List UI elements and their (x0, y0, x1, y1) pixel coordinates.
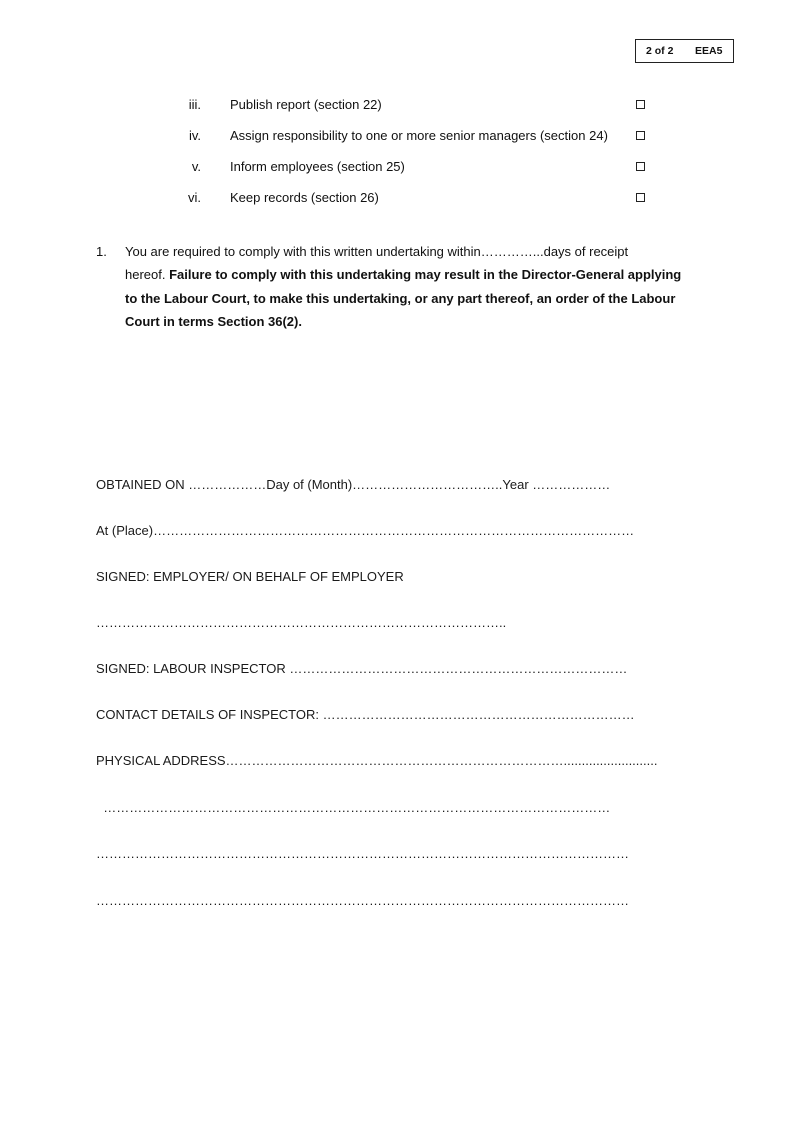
list-item (0, 159, 799, 177)
contact-details-field[interactable]: CONTACT DETAILS OF INSPECTOR: ……………………………………………………………… (96, 707, 635, 722)
item-text: Keep records (section 26) (230, 190, 379, 205)
item-checkbox[interactable] (636, 193, 645, 202)
item-number: vi. (188, 190, 201, 205)
item-text: Inform employees (section 25) (230, 159, 405, 174)
item-number: iii. (188, 97, 201, 112)
paragraph-number: 1. (96, 244, 107, 259)
paragraph-line (125, 267, 681, 282)
item-text: Publish report (section 22) (230, 97, 382, 112)
obtained-on-field[interactable]: OBTAINED ON ………………Day of (Month)……………………………..Year ……………… (96, 477, 611, 492)
item-number: v. (191, 159, 201, 174)
paragraph-bold-line: to the Labour Court, to make this undertaking, or any part thereof, an order of the Labour (125, 291, 676, 306)
address-line[interactable]: …………………………………………………………………………………………………………… (96, 893, 629, 908)
item-text: Assign responsibility to one or more senior managers (section 24) (230, 128, 608, 143)
paragraph-line: You are required to comply with this written undertaking within…………...days of receipt (125, 244, 629, 259)
page-number: 2 of 2 (646, 45, 674, 57)
place-field[interactable]: At (Place)………………………………………………………………………………………………… (96, 523, 635, 538)
item-checkbox[interactable] (636, 162, 645, 171)
form-code: EEA5 (695, 45, 723, 57)
physical-address-field[interactable]: PHYSICAL ADDRESS…………………………………………………………………….......................... (96, 753, 658, 768)
item-checkbox[interactable] (636, 131, 645, 140)
page-indicator-box (635, 39, 734, 63)
address-line[interactable]: ……………………………………………………………………………………………………… (96, 800, 611, 815)
list-item (0, 190, 799, 208)
paragraph-bold-line: Court in terms Section 36(2). (125, 314, 302, 329)
list-item (0, 128, 799, 146)
list-item (0, 97, 799, 115)
paragraph-text: hereof. (125, 267, 170, 282)
signed-employer-line[interactable]: ………………………………………………………………………………….. (96, 615, 507, 630)
paragraph-bold-text: Failure to comply with this undertaking may result in the Director-General applying (169, 267, 682, 282)
address-line[interactable]: …………………………………………………………………………………………………………… (96, 846, 629, 861)
signed-inspector-field[interactable]: SIGNED: LABOUR INSPECTOR …………………………………………………………………… (96, 661, 628, 676)
item-checkbox[interactable] (636, 100, 645, 109)
signed-employer-label: SIGNED: EMPLOYER/ ON BEHALF OF EMPLOYER (96, 569, 404, 584)
item-number: iv. (188, 128, 201, 143)
